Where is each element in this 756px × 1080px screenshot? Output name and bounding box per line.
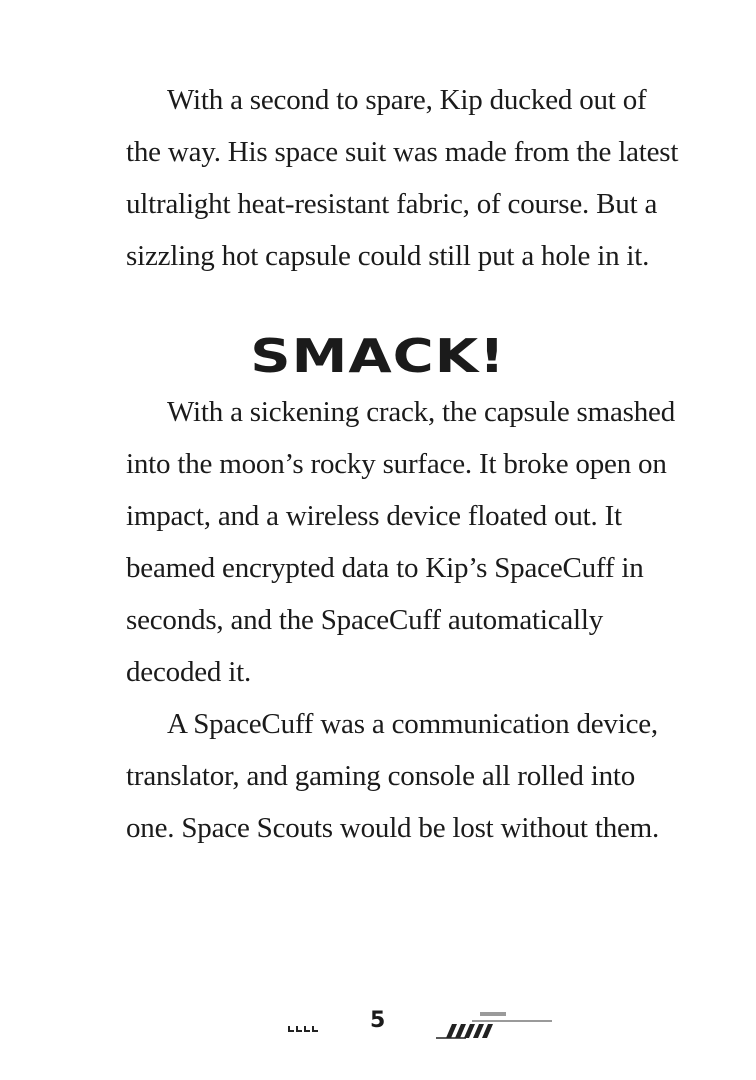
- speed-stripes-ornament-icon: [436, 1010, 566, 1040]
- dot-dash-ornament-icon: [288, 1020, 328, 1040]
- page-number: 5: [370, 1008, 386, 1033]
- sound-effect: SMACK!: [250, 329, 506, 384]
- text-block-bottom: [126, 386, 686, 854]
- paragraph: With a sickening crack, the capsule smashed into the moon’s rocky surface. It broke open on impact, and a wireless device floated out. It beamed encrypted data to Kip’s SpaceCuff in seconds, and the SpaceCuff automatically decoded it.: [126, 396, 676, 688]
- text-block-top: [126, 74, 686, 282]
- paragraph: With a second to spare, Kip ducked out of the way. His space suit was made from the latest ultralight heat-resistant fabric, of course. But a sizzling hot capsule could still put a hole in it.: [126, 84, 679, 272]
- paragraph: A SpaceCuff was a communication device, translator, and gaming console all rolled into one. Space Scouts would be lost without them.: [126, 708, 660, 844]
- page-footer: [286, 1008, 566, 1042]
